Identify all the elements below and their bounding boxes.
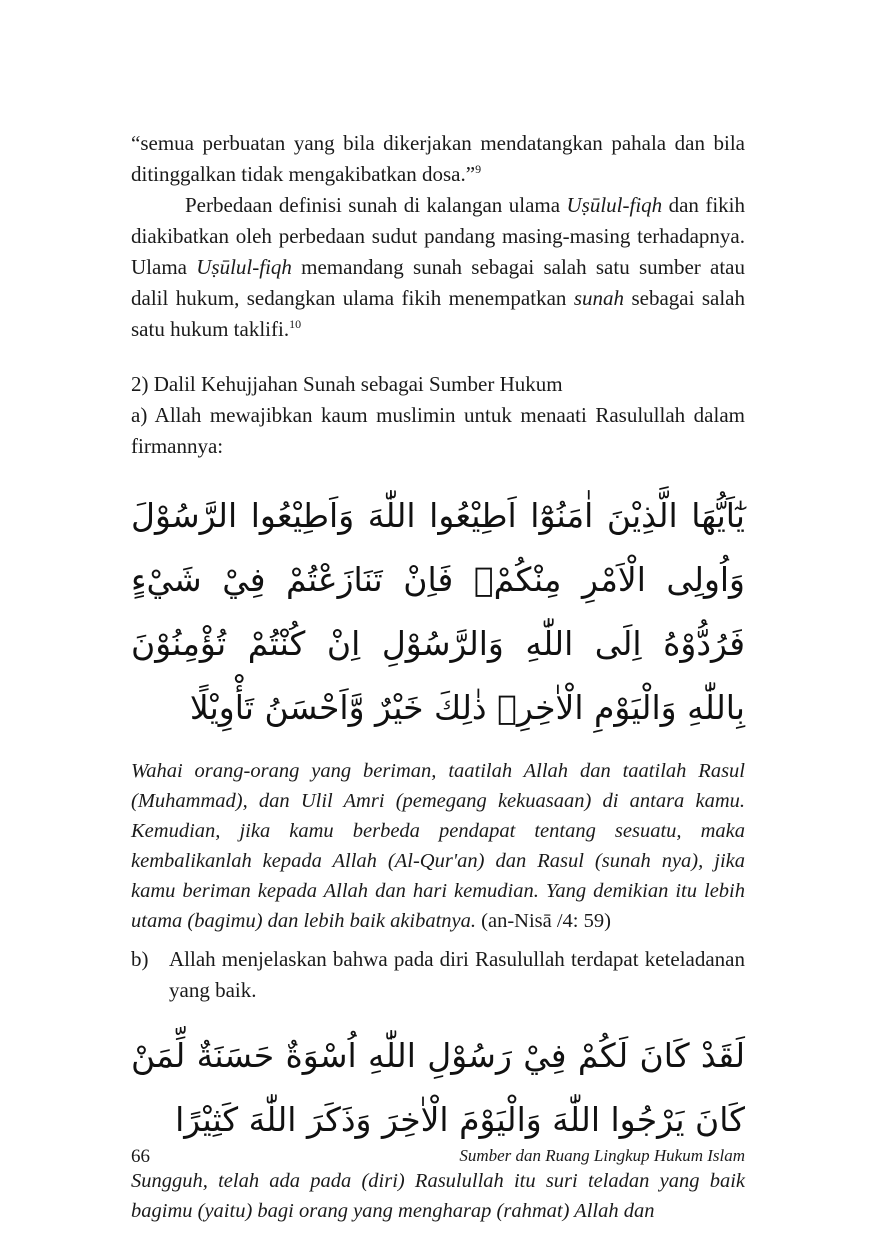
page-number: 66 <box>131 1146 150 1167</box>
translation-an-nisa-59: Wahai orang-orang yang beriman, taatilah Allah dan taatilah Rasul (Muhammad), dan Ulil Amri (pemegang kekuasaan) di antara kamu. Kemudian, jika kamu berbeda pendapat tentang sesuatu, maka kembalikanlah kepada Allah (Al-Qur'an) dan Rasul (sunah nya), jika kamu beriman kepada Allah dan hari kemudian. Yang demikian itu lebih utama (bagimu) dan lebih baik akibatnya. (an-Nisā /4: 59) <box>131 760 745 932</box>
point-b-marker: b) <box>131 947 149 971</box>
footnote-ref-9[interactable]: 9 <box>475 162 482 176</box>
point-b-text: Allah menjelaskan bahwa pada diri Rasulullah terdapat keteladanan yang baik. <box>169 947 745 1002</box>
section-heading-2: 2) Dalil Kehujjahan Sunah sebagai Sumber Hukum <box>131 372 563 396</box>
quote-paragraph: “semua perbuatan yang bila dikerjakan mendatangkan pahala dan bila ditinggalkan tidak mengakibatkan dosa.”$^9$ <box>131 131 745 186</box>
running-title: Sumber dan Ruang Lingkup Hukum Islam <box>459 1146 745 1165</box>
footnote-ref-10[interactable]: 10 <box>289 317 302 331</box>
page-body <box>131 128 745 1226</box>
translation-al-ahzab-21: Sungguh, telah ada pada (diri) Rasulullah itu suri teladan yang baik bagimu (yaitu) bagi orang yang mengharap (rahmat) Allah dan <box>131 1170 745 1222</box>
point-b <box>131 944 745 1006</box>
arabic-verse-an-nisa-59: يٰٓاَيُّهَا الَّذِيْنَ اٰمَنُوْٓا اَطِيْعُوا اللّٰهَ وَاَطِيْعُوا الرَّسُوْلَ وَاُولِى الْاَمْرِ مِنْكُمْۚ فَاِنْ تَنَازَعْتُمْ فِيْ شَيْءٍ فَرُدُّوْهُ اِلَى اللّٰهِ وَالرَّسُوْلِ اِنْ كُنْتُمْ تُؤْمِنُوْنَ بِاللّٰهِ وَالْيَوْمِ الْاٰخِرِۗ ذٰلِكَ خَيْرٌ وَّاَحْسَنُ تَأْوِيْلًا <box>131 496 745 727</box>
arabic-verse-al-ahzab-21: لَقَدْ كَانَ لَكُمْ فِيْ رَسُوْلِ اللّٰهِ اُسْوَةٌ حَسَنَةٌ لِّمَنْ كَانَ يَرْجُوا اللّٰهَ وَالْيَوْمَ الْاٰخِرَ وَذَكَرَ اللّٰهَ كَثِيْرًا <box>131 1036 745 1139</box>
sunah-definition-paragraph: Perbedaan definisi sunah di kalangan ulama Uṣūlul-fiqh dan fikih diakibatkan oleh perbedaan sudut pandang masing-masing terhadapnya. Ulama Uṣūlul-fiqh memandang sunah sebagai salah satu sumber atau dalil hukum, sedangkan ulama fikih menempatkan sunah sebagai salah satu hukum taklifi.$^{10}$ <box>131 193 746 341</box>
verse-reference: (an-Nisā /4: 59) <box>476 910 611 932</box>
page-footer <box>131 1146 745 1168</box>
point-a: a) Allah mewajibkan kaum muslimin untuk menaati Rasulullah dalam firmannya: <box>131 403 745 458</box>
